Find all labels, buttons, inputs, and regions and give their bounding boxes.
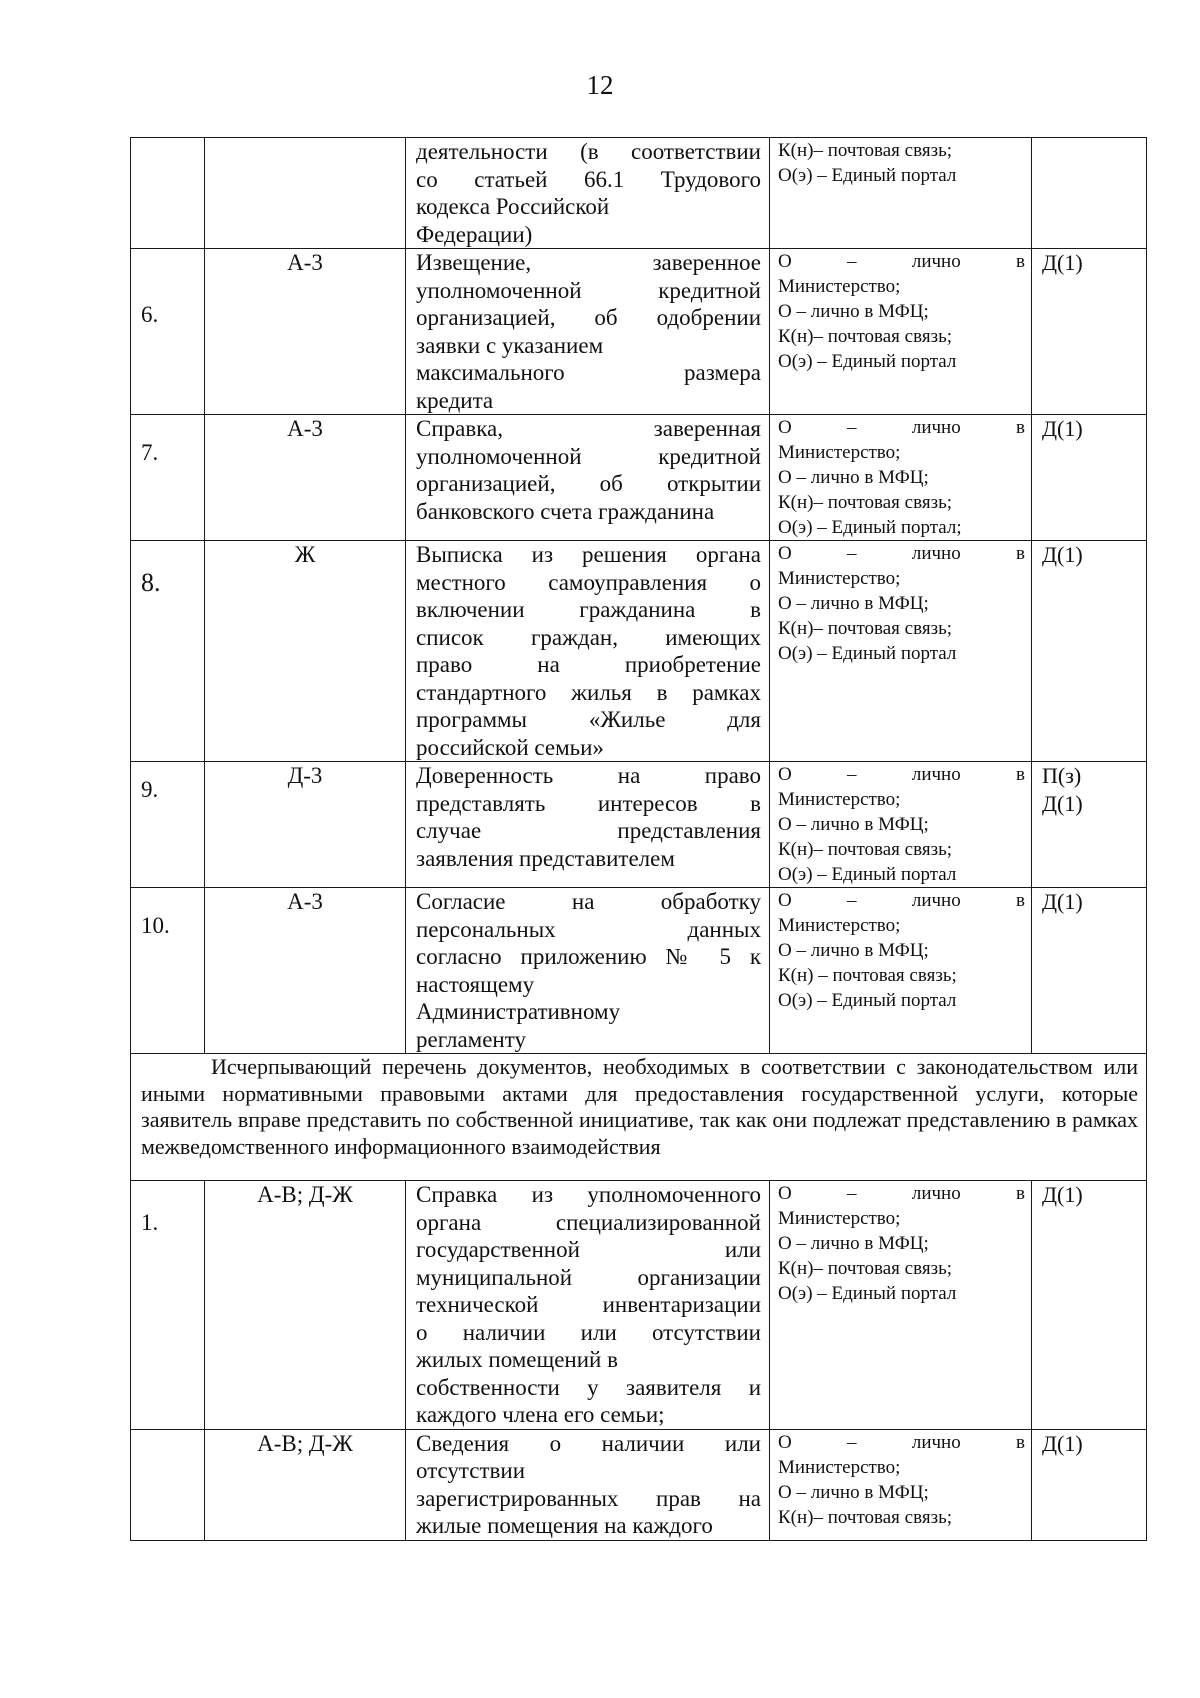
submission-method-line: О – лично в <box>778 1183 1025 1204</box>
row-number: 1. <box>141 1210 159 1235</box>
document-form: Д(1) <box>1042 250 1083 275</box>
submission-method-line: Министерство; <box>778 1456 901 1478</box>
applicant-category: А-В; Д-Ж <box>257 1430 353 1456</box>
submission-method-line: О – лично в МФЦ; <box>778 1233 929 1254</box>
applicant-category: А-3 <box>287 416 323 441</box>
table-row <box>131 888 1147 1054</box>
submission-methods-cell <box>770 1429 1032 1540</box>
document-name-line: заявления представителем <box>416 845 675 871</box>
document-form-cell <box>1032 541 1147 762</box>
document-name-line: отсутствии <box>416 1458 526 1483</box>
table-row <box>131 138 1147 249</box>
document-name-line: организацией, об одобрении <box>416 305 761 330</box>
document-form: Д(1) <box>1042 1430 1083 1456</box>
row-number-cell <box>131 762 205 888</box>
document-name-line: Справка, заверенная <box>416 416 761 441</box>
document-name-cell <box>406 888 770 1054</box>
documents-table <box>130 137 1147 1541</box>
document-name-cell <box>406 541 770 762</box>
document-name-line: максимального размера <box>416 360 761 385</box>
document-name-line: со статьей 66.1 Трудового <box>416 166 761 192</box>
submission-method-line: Министерство; <box>778 1208 901 1229</box>
submission-method-line: О – лично в МФЦ; <box>778 940 929 961</box>
submission-method-line: О(э) – Единый портал <box>778 165 957 186</box>
applicant-category-cell <box>205 541 406 762</box>
document-name-line: персональных данных <box>416 916 761 942</box>
document-name-line: технической инвентаризации <box>416 1292 761 1317</box>
applicant-category-cell <box>205 138 406 249</box>
page-number: 12 <box>586 70 614 100</box>
applicant-category: А-В; Д-Ж <box>257 1182 353 1207</box>
document-name-cell <box>406 138 770 249</box>
submission-method-line: О – лично в <box>778 764 1025 785</box>
submission-method-line: О(э) – Единый портал <box>778 990 957 1011</box>
row-number-cell <box>131 138 205 249</box>
submission-method-line: О(э) – Единый портал <box>778 643 957 664</box>
submission-method-line: О – лично в <box>778 251 1025 272</box>
document-name-line: заявки с указанием <box>416 332 604 358</box>
document-form-cell <box>1032 762 1147 888</box>
submission-method-line: Министерство; <box>778 276 901 297</box>
row-number-cell <box>131 888 205 1054</box>
submission-methods-cell <box>770 415 1032 541</box>
document-name-line: собственности у заявителя и <box>416 1374 761 1400</box>
document-name-line: программы «Жилье для <box>416 707 761 732</box>
document-name-line: банковского счета гражданина <box>416 498 715 524</box>
submission-method-line: О – лично в МФЦ; <box>778 814 929 835</box>
document-form: П(з) <box>1042 763 1082 788</box>
document-name-line: уполномоченной кредитной <box>416 443 761 469</box>
applicant-category: Д-3 <box>287 763 323 788</box>
document-name-cell <box>406 762 770 888</box>
submission-method-line: Министерство; <box>778 568 901 589</box>
document-form: Д(1) <box>1042 790 1083 816</box>
table-row <box>131 249 1147 415</box>
document-name-cell <box>406 249 770 415</box>
document-name-line: организацией, об открытии <box>416 471 761 496</box>
document-form: Д(1) <box>1042 1182 1083 1207</box>
submission-methods-cell <box>770 138 1032 249</box>
submission-method-line: К(н)– почтовая связь; <box>778 140 953 161</box>
applicant-category-cell <box>205 1429 406 1540</box>
document-form-cell <box>1032 1429 1147 1540</box>
section-note-text: Исчерпывающий перечень документов, необходимых в соответствии с законодательством или иными нормативными правовыми актами для предоставления государственной услуги, которые заявитель вправе представить по собственной инициативе, так как они подлежат представлению в рамках межведомственного информационного взаимодействия <box>141 1054 1138 1159</box>
document-form: Д(1) <box>1042 889 1083 914</box>
document-name-line: каждого члена его семьи; <box>416 1402 665 1427</box>
document-name-line: органа специализированной <box>416 1209 761 1235</box>
submission-method-line: К(н)– почтовая связь; <box>778 1258 953 1279</box>
document-name-line: местного самоуправления о <box>416 569 761 595</box>
submission-method-line: Министерство; <box>778 915 901 936</box>
row-number: 9. <box>141 777 159 802</box>
document-name-line: включении гражданина в <box>416 597 761 622</box>
row-number-cell <box>131 541 205 762</box>
submission-method-line: К(н) – почтовая связь; <box>778 965 957 986</box>
document-name-line: о наличии или отсутствии <box>416 1319 761 1345</box>
document-name-line: случае представления <box>416 818 761 843</box>
row-number-cell <box>131 1429 205 1540</box>
document-name-line: Сведения о наличии или <box>416 1430 761 1456</box>
document-name-line: представлять интересов в <box>416 790 761 816</box>
submission-method-line: О – лично в МФЦ; <box>778 467 929 488</box>
row-number-cell <box>131 249 205 415</box>
submission-method-line: Министерство; <box>778 789 901 810</box>
applicant-category-cell <box>205 888 406 1054</box>
document-form-cell <box>1032 1181 1147 1430</box>
table-row <box>131 541 1147 762</box>
submission-methods-cell <box>770 888 1032 1054</box>
submission-method-line: О – лично в <box>778 890 1025 911</box>
submission-methods-cell <box>770 1181 1032 1430</box>
submission-method-line: Министерство; <box>778 442 901 463</box>
document-name-line: согласно приложению № 5 к <box>416 944 761 969</box>
table-row <box>131 762 1147 888</box>
row-number-cell <box>131 415 205 541</box>
document-form-cell <box>1032 138 1147 249</box>
submission-method-line: О(э) – Единый портал <box>778 1283 957 1304</box>
submission-method-line: К(н)– почтовая связь; <box>778 326 953 347</box>
applicant-category: А-3 <box>287 250 323 275</box>
submission-methods-cell <box>770 249 1032 415</box>
documents-table-body <box>131 138 1147 1541</box>
row-number: 10. <box>141 913 170 938</box>
document-name-cell <box>406 1429 770 1540</box>
document-name-line: Административному <box>416 999 621 1024</box>
applicant-category: Ж <box>294 542 316 567</box>
document-name-line: жилые помещения на каждого <box>416 1513 713 1538</box>
document-name-line: зарегистрированных прав на <box>416 1485 761 1511</box>
document-name-line: настоящему <box>416 971 535 997</box>
document-name-cell <box>406 415 770 541</box>
submission-method-line: О – лично в МФЦ; <box>778 301 929 322</box>
document-form-cell <box>1032 415 1147 541</box>
document-form: Д(1) <box>1042 416 1083 441</box>
submission-method-line: К(н)– почтовая связь; <box>778 492 953 513</box>
document-name-line: уполномоченной кредитной <box>416 277 761 303</box>
document-name-line: регламенту <box>416 1026 526 1052</box>
submission-method-line: К(н)– почтовая связь; <box>778 618 953 639</box>
document-form-cell <box>1032 249 1147 415</box>
submission-methods-cell <box>770 762 1032 888</box>
table-row <box>131 1181 1147 1430</box>
document-name-line: Федерации) <box>416 221 533 247</box>
document-name-line: деятельности (в соответствии <box>416 139 761 164</box>
document-name-line: Согласие на обработку <box>416 889 761 914</box>
submission-method-line: К(н)– почтовая связь; <box>778 839 953 860</box>
applicant-category: А-3 <box>287 889 323 914</box>
submission-method-line: О – лично в МФЦ; <box>778 1481 929 1503</box>
submission-method-line: О – лично в <box>778 417 1025 438</box>
document-name-line: жилых помещений в <box>416 1347 618 1372</box>
table-row <box>131 1429 1147 1540</box>
document-form: Д(1) <box>1042 542 1083 567</box>
document-form-cell <box>1032 888 1147 1054</box>
document-name-line: Извещение, заверенное <box>416 250 761 275</box>
applicant-category-cell <box>205 249 406 415</box>
document-name-line: кредита <box>416 387 494 413</box>
document-name-line: список граждан, имеющих <box>416 624 761 650</box>
document-name-line: Справка из уполномоченного <box>416 1182 761 1207</box>
row-number: 7. <box>141 440 159 465</box>
row-number: 6. <box>141 302 159 327</box>
section-note-row <box>131 1054 1147 1181</box>
row-number: 8. <box>141 568 161 597</box>
document-name-line: муниципальной организации <box>416 1264 761 1290</box>
document-name-line: российской семьи» <box>416 734 604 760</box>
document-name-line: государственной или <box>416 1237 761 1262</box>
submission-method-line: О – лично в МФЦ; <box>778 593 929 614</box>
submission-method-line: К(н)– почтовая связь; <box>778 1506 953 1528</box>
submission-method-line: О(э) – Единый портал <box>778 351 957 372</box>
submission-method-line: О(э) – Единый портал <box>778 864 957 885</box>
applicant-category-cell <box>205 1181 406 1430</box>
applicant-category-cell <box>205 415 406 541</box>
document-name-line: Доверенность на право <box>416 763 761 788</box>
document-name-line: кодекса Российской <box>416 194 610 219</box>
submission-method-line: О(э) – Единый портал; <box>778 517 962 538</box>
document-name-cell <box>406 1181 770 1430</box>
submission-methods-cell <box>770 541 1032 762</box>
submission-method-line: О – лично в <box>778 543 1025 564</box>
applicant-category-cell <box>205 762 406 888</box>
submission-method-line: О – лично в <box>778 1431 1025 1453</box>
document-name-line: стандартного жилья в рамках <box>416 679 761 705</box>
document-name-line: право на приобретение <box>416 652 761 677</box>
section-note <box>131 1054 1147 1181</box>
document-name-line: Выписка из решения органа <box>416 542 761 567</box>
row-number-cell <box>131 1181 205 1430</box>
table-row <box>131 415 1147 541</box>
